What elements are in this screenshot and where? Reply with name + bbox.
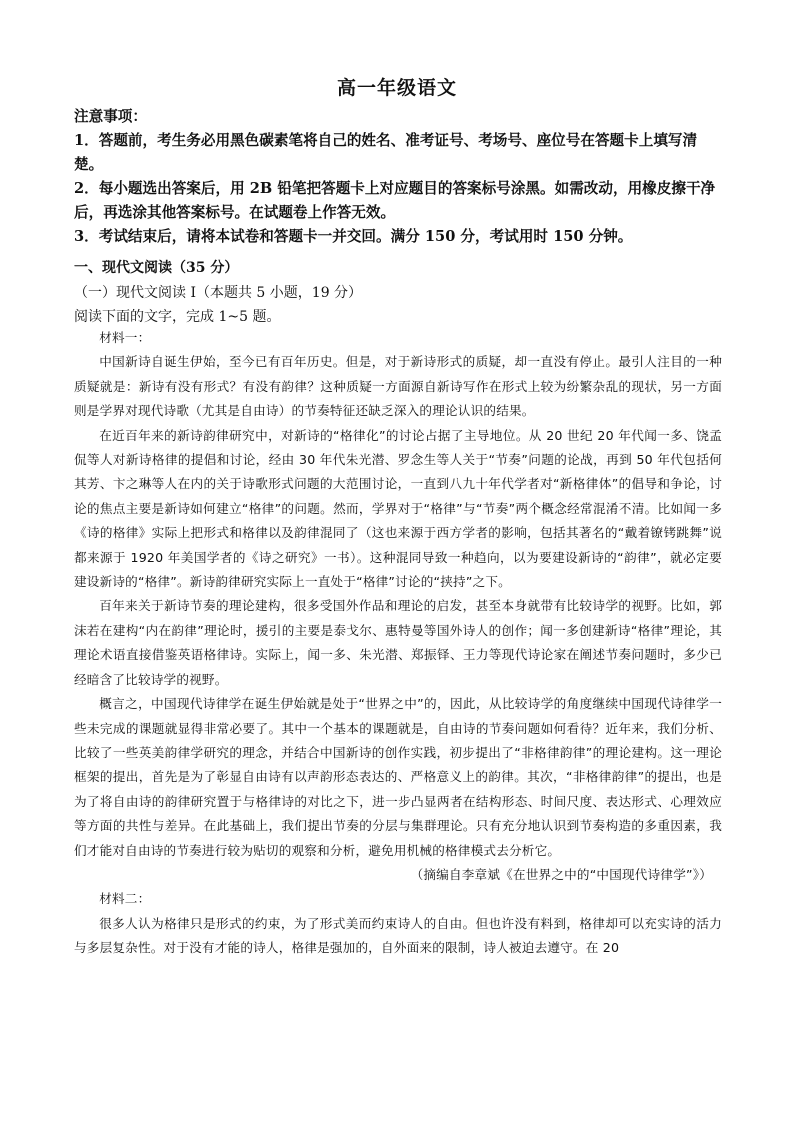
section-heading: 一、现代文阅读（35 分） (74, 260, 239, 276)
page-title: 高一年级语文 (336, 77, 457, 99)
notice-heading: 注意事项： (74, 108, 147, 125)
material-one-source: （摘编自李章斌《在世界之中的“中国现代诗律学”》） (410, 866, 712, 882)
notice-item-2: 2．每小题选出答案后，用 2B 铅笔把答题卡上对应题目的答案标号涂黑。如需改动，用橡皮擦干净后，再选涂其他答案标号。在试题卷上作答无效。 (74, 180, 716, 221)
material-one-paragraph-3: 百年来关于新诗节奏的理论建构，很多受国外作品和理论的启发，甚至本身就带有比较诗学的视野。比如，郭沫若在建构“内在韵律”理论时，援引的主要是泰戈尔、惠特曼等国外诗人的创作；闻一多创建新诗“格律”理论，其理论术语直接借鉴英语格律诗。实际上，闻一多、朱光潜、郑振铎、王力等现代诗论家在阐述节奏问题时，多少已经暗含了比较诗学的视野。 (74, 598, 722, 687)
material-two-paragraph-1: 很多人认为格律只是形式的约束，为了形式美而约束诗人的自由。但也许没有料到，格律却可以充实诗的活力与多层复杂性。对于没有才能的诗人，格律是强加的，自外面来的限制，诗人被迫去遵守。在 20 (74, 915, 722, 956)
material-one-paragraph-2: 在近百年来的新诗韵律研究中，对新诗的“格律化”的讨论占据了主导地位。从 20 世纪 20 年代闻一多、饶孟侃等人对新诗格律的提倡和讨论，经由 30 年代朱光潜、罗念生等人关于“节奏”问题的论战，再到 50 年代包括何其芳、卞之琳等人在内的关于诗歌形式问题的大范围讨论，一直到八九十年代学者对“新格律体”的倡导和争论，讨论的焦点主要是新诗如何建立“格律”的问题。然而，学界对于“格律”与“节奏”两个概念经常混淆不清。比如闻一多《诗的格律》实际上把形式和格律以及韵律混同了（这也来源于西方学者的影响，包括其著名的“戴着镣铐跳舞”说都来源于 1920 年美国学者的《诗之研究》一书）。这种混同导致一种趋向，以为要建设新诗的“韵律”，就必定要建设新诗的“格律”。新诗韵律研究实际上一直处于“格律”讨论的“挟持”之下。 (74, 427, 722, 590)
material-two-label: 材料二： (99, 891, 151, 907)
notice-item-3: 3．考试结束后，请将本试卷和答题卡一并交回。满分 150 分，考试用时 150 分钟。 (74, 228, 633, 245)
notice-item-1: 1．答题前，考生务必用黑色碳素笔将自己的姓名、准考证号、考场号、座位号在答题卡上填写清楚。 (74, 132, 698, 173)
material-one-label: 材料一： (99, 330, 151, 345)
material-one-paragraph-1: 中国新诗自诞生伊始，至今已有百年历史。但是，对于新诗形式的质疑，却一直没有停止。最引人注目的一种质疑就是：新诗有没有形式？有没有韵律？这种质疑一方面源自新诗写作在形式上较为纷繁杂乱的现状，另一方面则是学界对现代诗歌（尤其是自由诗）的节奏特征还缺乏深入的理论认识的结果。 (74, 354, 722, 419)
material-one (74, 326, 722, 961)
subsection-heading: （一）现代文阅读 I（本题共 5 小题，19 分） (74, 285, 363, 301)
notice-section (74, 105, 724, 249)
reading-instruction: 阅读下面的文字，完成 1~5 题。 (74, 309, 281, 325)
material-one-paragraph-4: 概言之，中国现代诗律学在诞生伊始就是处于“世界之中”的，因此，从比较诗学的角度继续中国现代诗律学一些未完成的课题就显得非常必要了。其中一个基本的课题就是，自由诗的节奏问题如何看待？近年来，我们分析、比较了一些英美韵律学研究的理念，并结合中国新诗的创作实践，初步提出了“非格律韵律”的理论建构。这一理论框架的提出，首先是为了彰显自由诗有以声韵形态表达的、严格意义上的韵律。其次，“非格律韵律”的提出，也是为了将自由诗的韵律研究置于与格律诗的对比之下，进一步凸显两者在结构形态、时间尺度、表达形式、心理效应等方面的共性与差异。在此基础上，我们提出节奏的分层与集群理论。只有充分地认识到节奏构造的多重因素，我们才能对自由诗的节奏进行较为贴切的观察和分析，避免用机械的格律模式去分析它。 (74, 696, 722, 858)
